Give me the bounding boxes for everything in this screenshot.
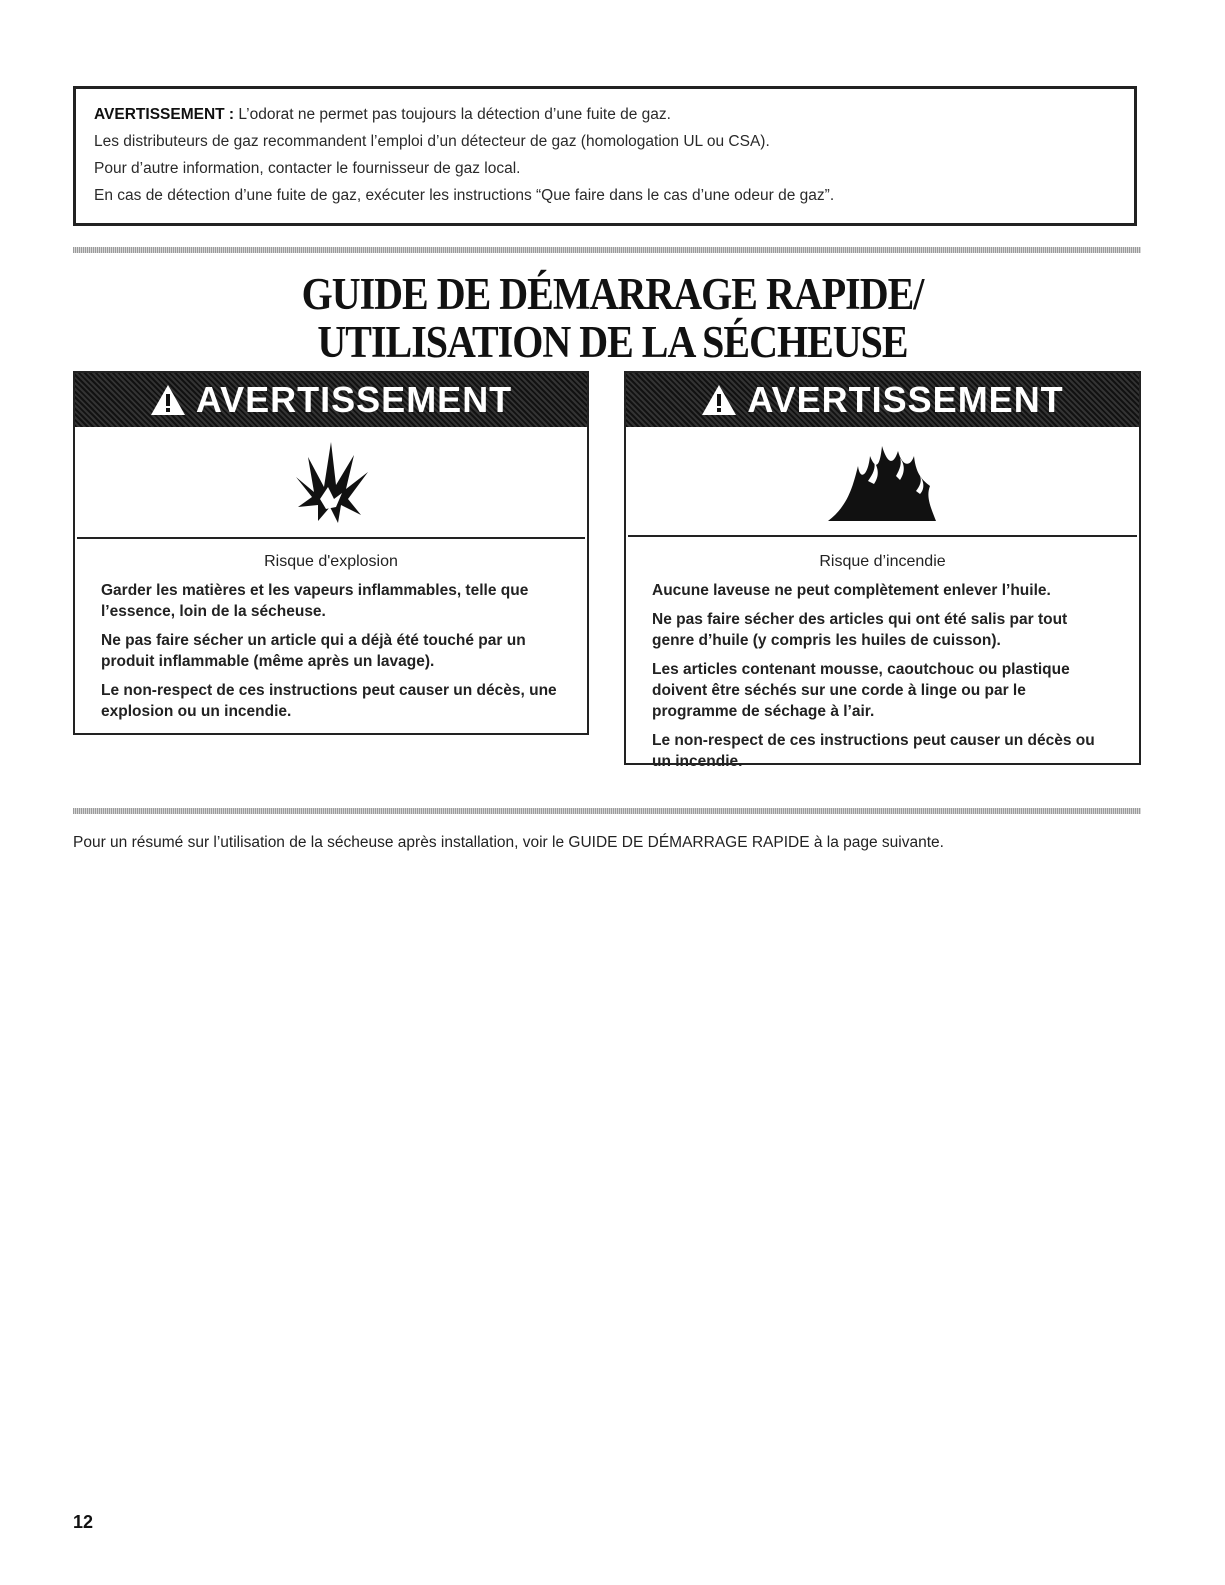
warning-paragraph: Ne pas faire sécher des articles qui ont été salis par tout genre d’huile (y compris les huiles de cuisson). bbox=[652, 611, 1068, 649]
divider-bottom bbox=[73, 808, 1141, 814]
gas-warning-line-4: En cas de détection d’une fuite de gaz, exécuter les instructions “Que faire dans le cas d’une odeur de gaz”. bbox=[94, 187, 835, 204]
warning-heading: AVERTISSEMENT bbox=[747, 379, 1064, 420]
warning-paragraph: Le non-respect de ces instructions peut causer un décès ou un incendie. bbox=[652, 732, 1095, 770]
fire-pictogram bbox=[628, 427, 1137, 537]
warning-explosion bbox=[73, 371, 589, 735]
fire-icon bbox=[818, 436, 948, 526]
warning-fire bbox=[624, 371, 1141, 770]
gas-warning-box bbox=[73, 86, 1137, 226]
warning-triangle-icon bbox=[701, 384, 737, 416]
explosion-icon bbox=[286, 437, 376, 527]
warning-paragraph: Garder les matières et les vapeurs inflammables, telle que l’essence, loin de la sécheuse. bbox=[101, 582, 529, 620]
gas-warning-line-1: AVERTISSEMENT : L’odorat ne permet pas toujours la détection d’une fuite de gaz. bbox=[94, 106, 671, 123]
gas-warning-line-3: Pour d’autre information, contacter le fournisseur de gaz local. bbox=[94, 160, 521, 177]
gas-warning-line-2: Les distributeurs de gaz recommandent l’emploi d’un détecteur de gaz (homologation UL ou CSA). bbox=[94, 133, 770, 150]
warning-subtitle: Risque d’incendie bbox=[819, 553, 946, 570]
warning-paragraph: Le non-respect de ces instructions peut causer un décès, une explosion ou un incendie. bbox=[101, 682, 557, 720]
page-title-line-2: UTILISATION DE LA SÉCHEUSE bbox=[317, 315, 908, 368]
warning-header bbox=[626, 373, 1139, 427]
warning-header bbox=[75, 373, 587, 427]
page-number: 12 bbox=[73, 1512, 94, 1532]
warning-subtitle: Risque d'explosion bbox=[264, 553, 398, 570]
warning-paragraph: Aucune laveuse ne peut complètement enlever l’huile. bbox=[652, 582, 1051, 599]
page-title-line-1: GUIDE DE DÉMARRAGE RAPIDE/ bbox=[301, 267, 924, 320]
warning-paragraph: Ne pas faire sécher un article qui a déjà été touché par un produit inflammable (même après un lavage). bbox=[101, 632, 526, 670]
warning-paragraph: Les articles contenant mousse, caoutchouc ou plastique doivent être séchés sur une corde à linge ou par le programme de séchage à l’air. bbox=[652, 661, 1070, 720]
warning-text bbox=[626, 537, 1139, 790]
warning-triangle-icon bbox=[150, 384, 186, 416]
divider-top bbox=[73, 247, 1141, 253]
warning-heading: AVERTISSEMENT bbox=[195, 379, 513, 420]
gas-warning-label: AVERTISSEMENT : bbox=[94, 106, 235, 123]
footer-text: Pour un résumé sur l’utilisation de la sécheuse après installation, voir le GUIDE DE DÉMARRAGE RAPIDE à la page suivante. bbox=[73, 834, 944, 851]
warning-text bbox=[75, 539, 587, 740]
explosion-pictogram bbox=[77, 427, 585, 539]
